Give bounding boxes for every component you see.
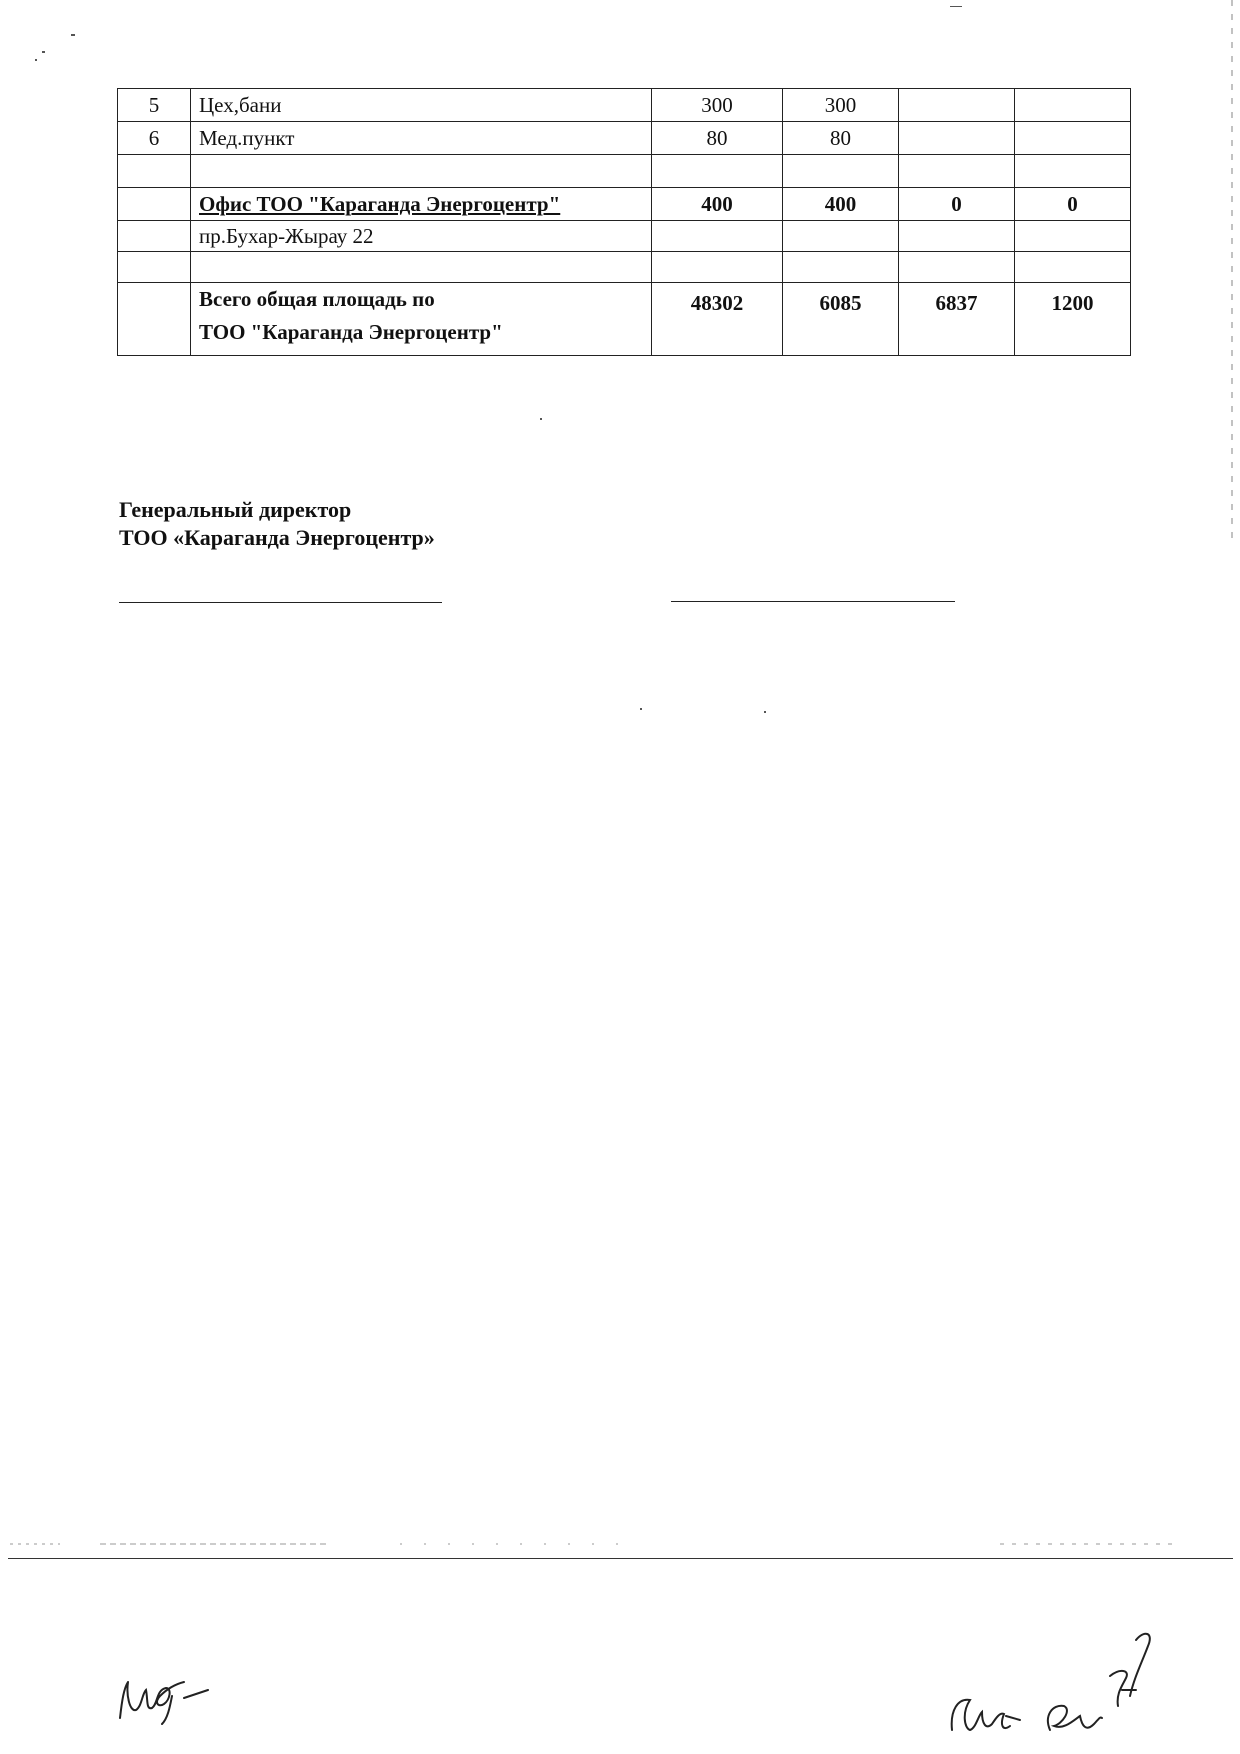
signature-line-right (671, 601, 955, 602)
row-value-4 (1015, 122, 1131, 155)
total-label-line-1: Всего общая площадь по (199, 287, 435, 311)
table-row (118, 122, 1131, 155)
row-value-3 (899, 122, 1015, 155)
signatory-title: Генеральный директор (119, 497, 352, 522)
total-value-3: 6837 (899, 283, 1015, 356)
row-number: 6 (118, 122, 191, 155)
scan-speck (42, 51, 45, 53)
signature-block (119, 496, 435, 552)
signatory-organization: ТОО «Караганда Энергоцентр» (119, 525, 435, 550)
row-number (118, 283, 191, 356)
row-number (118, 221, 191, 252)
row-name (191, 188, 652, 221)
row-value-1: 300 (652, 89, 783, 122)
row-number: 5 (118, 89, 191, 122)
row-value-3: 0 (899, 188, 1015, 221)
row-name: пр.Бухар-Жырау 22 (191, 221, 652, 252)
total-value-1: 48302 (652, 283, 783, 356)
total-value-2: 6085 (783, 283, 899, 356)
row-value-4 (1015, 252, 1131, 283)
table-row (118, 252, 1131, 283)
area-table (117, 88, 1131, 356)
scan-edge (1231, 0, 1233, 540)
row-number (118, 188, 191, 221)
table-row (118, 155, 1131, 188)
scan-speck (540, 418, 542, 420)
row-value-1 (652, 155, 783, 188)
row-number (118, 155, 191, 188)
footer-rule (8, 1558, 1233, 1559)
total-label (191, 283, 652, 356)
row-value-1 (652, 252, 783, 283)
table-row (118, 221, 1131, 252)
scan-speck (950, 6, 962, 7)
handwritten-signature-left (112, 1660, 222, 1730)
row-value-2 (783, 252, 899, 283)
scan-speck (764, 711, 766, 713)
row-value-2 (783, 155, 899, 188)
scan-noise-line (0, 1540, 1240, 1548)
total-value-4: 1200 (1015, 283, 1131, 356)
row-value-1: 80 (652, 122, 783, 155)
row-name (191, 252, 652, 283)
table-row (118, 89, 1131, 122)
row-value-3 (899, 221, 1015, 252)
row-number (118, 252, 191, 283)
total-row (118, 283, 1131, 356)
row-value-4 (1015, 155, 1131, 188)
row-value-4 (1015, 89, 1131, 122)
scan-speck (71, 34, 75, 36)
row-value-1 (652, 221, 783, 252)
row-name: Мед.пункт (191, 122, 652, 155)
row-value-2 (783, 221, 899, 252)
total-label-line-2: ТОО "Караганда Энергоцентр" (199, 320, 503, 344)
row-name: Цех,бани (191, 89, 652, 122)
row-value-2: 300 (783, 89, 899, 122)
row-value-4: 0 (1015, 188, 1131, 221)
handwritten-signature-right (940, 1620, 1170, 1750)
row-value-2: 80 (783, 122, 899, 155)
row-value-1: 400 (652, 188, 783, 221)
office-title: Офис ТОО "Караганда Энергоцентр" (199, 191, 561, 216)
row-value-3 (899, 155, 1015, 188)
row-value-3 (899, 89, 1015, 122)
scan-speck (35, 59, 37, 61)
row-value-4 (1015, 221, 1131, 252)
row-value-2: 400 (783, 188, 899, 221)
signature-line-left (119, 602, 442, 603)
table-row (118, 188, 1131, 221)
scan-speck (640, 708, 642, 710)
row-name (191, 155, 652, 188)
row-value-3 (899, 252, 1015, 283)
